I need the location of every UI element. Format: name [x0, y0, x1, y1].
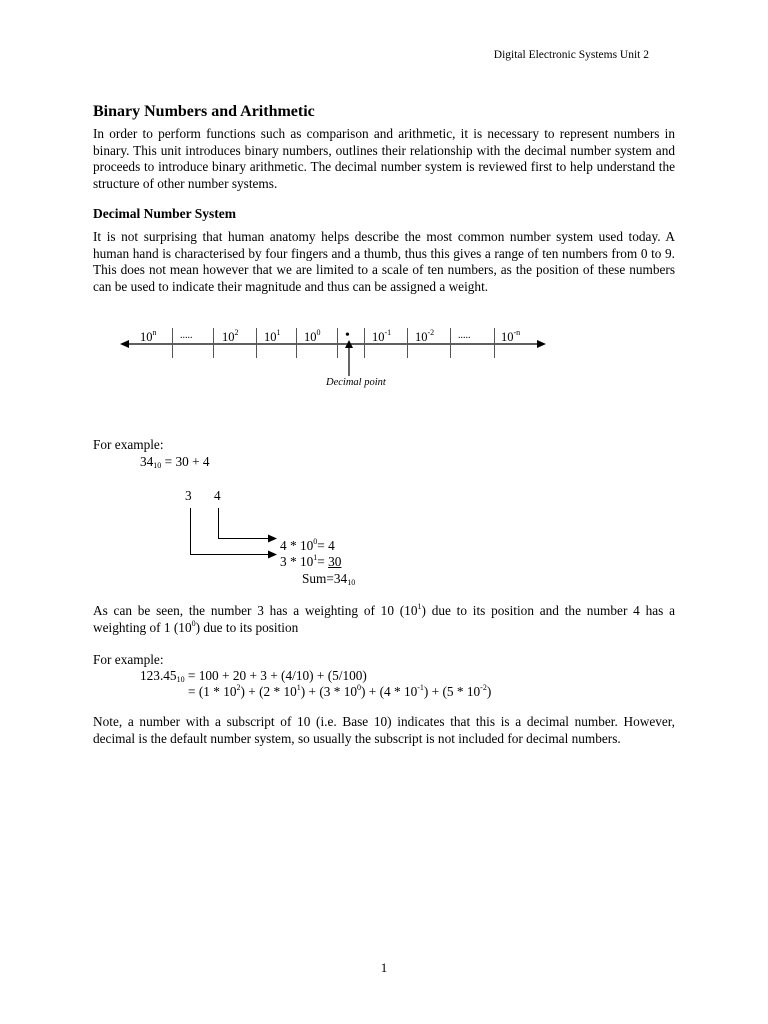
example-label: For example:	[93, 652, 164, 667]
cell-divider	[172, 328, 173, 358]
place-value-cell: $10^{-2}$	[415, 328, 435, 344]
intro-paragraph: In order to perform functions such as comparison and arithmetic, it is necessary to represent numbers in binary. This unit introduces binary numbers, outlines their relationship with the decimal number system and proceeds to introduce binary arithmetic. The decimal number system is reviewed first to help understand the structure of other number systems.	[93, 126, 675, 191]
connector-line	[218, 508, 219, 539]
section-title: Binary Numbers and Arithmetic	[93, 103, 315, 120]
place-value-cell: $10^0$	[304, 328, 321, 344]
weight-row-ones: $4 * 10^0= 4$	[280, 537, 335, 553]
sum-row: $Sum=34_{10}$	[302, 571, 356, 587]
place-value-cell: $10^{-1}$	[372, 328, 392, 344]
ellipsis-cell: .....	[458, 330, 471, 341]
cell-divider	[407, 328, 408, 358]
weight-row-tens: $3 * 10^1= 30$	[280, 553, 342, 569]
decimal-point-label: Decimal point	[326, 377, 386, 388]
example1-equation: $34_{10} = 30 + 4$	[140, 454, 210, 470]
example2-equation: $123.45_{10} = 100 + 20 + 3 + (4/10) + (5/100)$	[140, 668, 367, 684]
cell-divider	[494, 328, 495, 358]
digit-four: 4	[214, 488, 221, 503]
decimal-point-cell: •	[345, 328, 350, 343]
ellipsis-cell: .....	[180, 330, 193, 341]
cell-divider	[256, 328, 257, 358]
decimal-point-arrow	[343, 340, 355, 376]
example2-expansion: = $(1 * 10^2) + (2 * 10^1) + (3 * 10^0) + (4 * 10^{-1}) + (5 * 10^{-2})$	[188, 683, 492, 699]
page-number: 1	[380, 960, 388, 975]
connector-line	[218, 538, 270, 539]
cell-divider	[364, 328, 365, 358]
running-header: Digital Electronic Systems Unit 2	[493, 49, 649, 61]
example-label: For example:	[93, 437, 164, 452]
connector-line	[190, 508, 191, 555]
place-value-cell: 10$^n$	[140, 328, 157, 344]
place-value-cell: $10^1$	[264, 328, 281, 344]
subsection-title: Decimal Number System	[93, 206, 236, 221]
cell-divider	[296, 328, 297, 358]
place-value-cell: $10^2$	[222, 328, 239, 344]
connector-line	[190, 554, 270, 555]
cell-divider	[213, 328, 214, 358]
cell-divider	[337, 328, 338, 358]
digit-three: 3	[185, 488, 192, 503]
cell-divider	[450, 328, 451, 358]
note-paragraph: Note, a number with a subscript of 10 (i.e. Base 10) indicates that this is a decimal number. However, decimal is the default number system, so usually the subscript is not included for decimal numbers.	[93, 714, 675, 746]
decimal-paragraph: It is not surprising that human anatomy helps describe the most common number system used today. A human hand is characterised by four fingers and a thumb, thus this gives a range of ten numbers from 0 to 9. This does not mean however that we are limited to a scale of ten numbers, as the position of these numbers can be used to indicate their magnitude and thus can be assigned a weight.	[93, 229, 675, 294]
connector-arrowhead	[268, 550, 278, 559]
connector-arrowhead	[268, 534, 278, 543]
place-value-cell: $10^{-n}$	[501, 328, 521, 344]
weighting-paragraph: As can be seen, the number 3 has a weighting of 10 $(10^1)$ due to its position and the number 4 has a weighting of 1 $(10^0)$ due to its position	[93, 602, 675, 635]
